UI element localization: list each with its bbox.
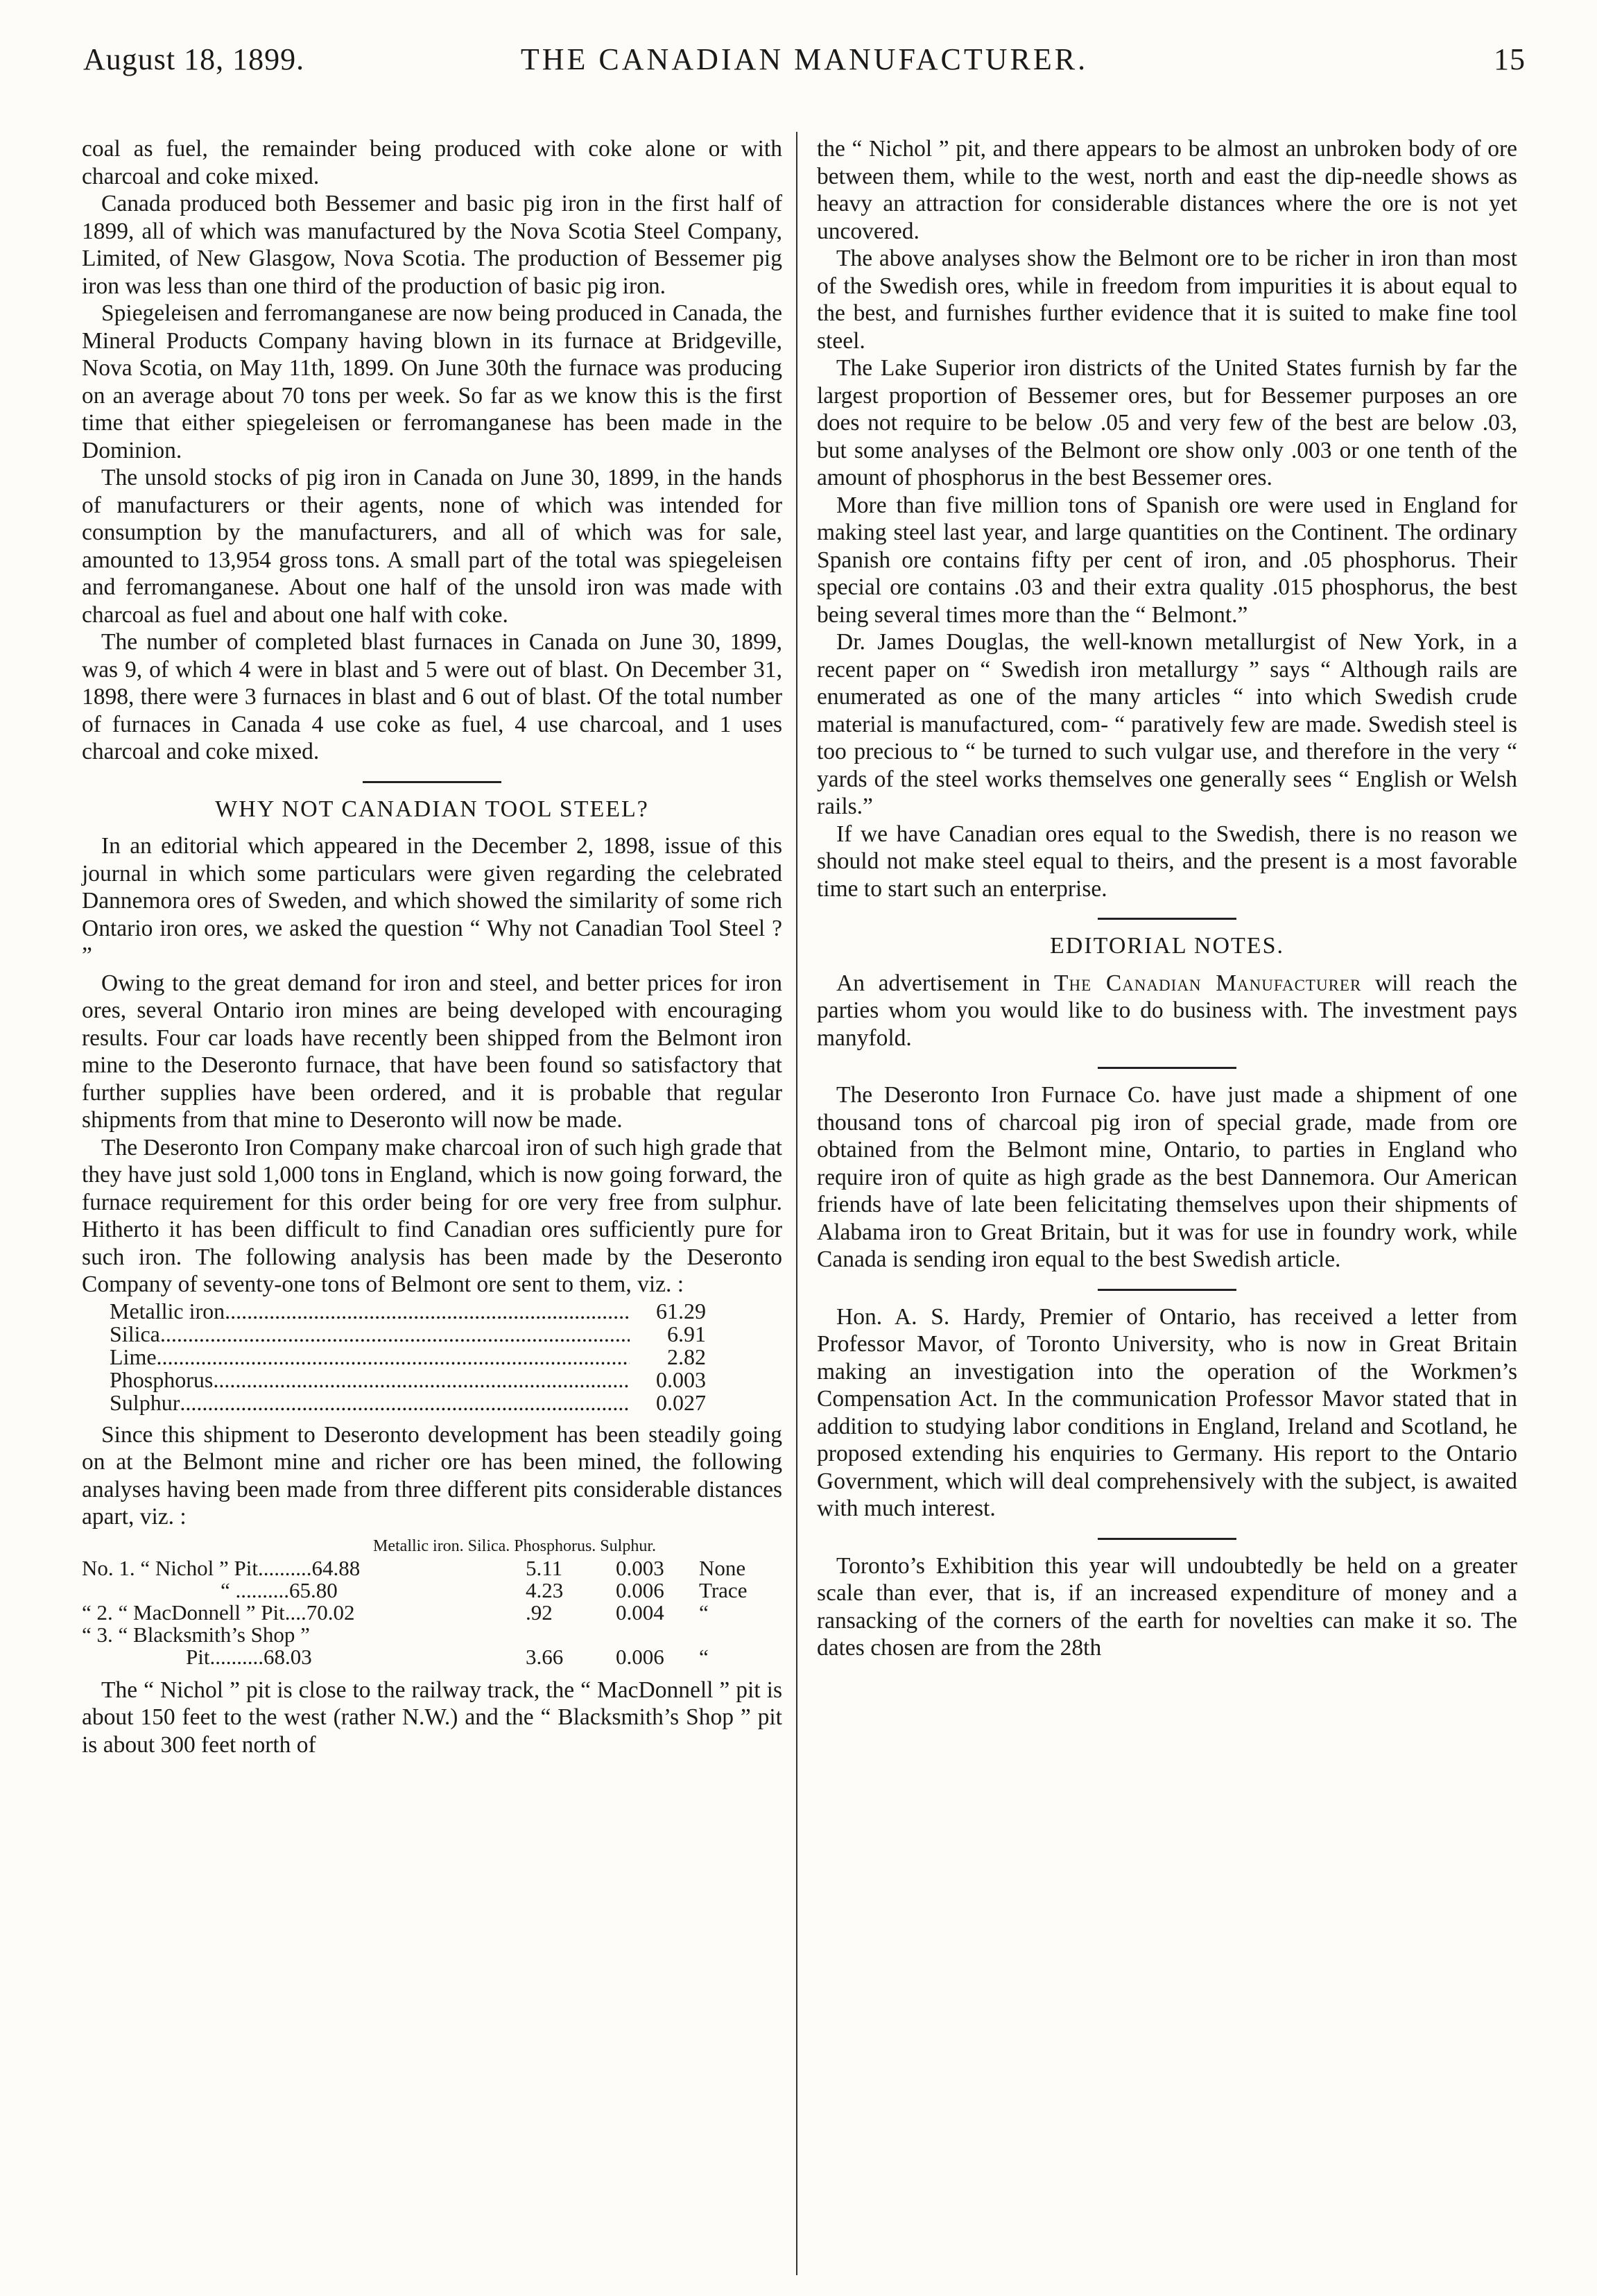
pit-label: No. 1. “ Nichol ” Pit..........64.88 <box>82 1555 361 1580</box>
pit-sulphur: Trace <box>699 1577 748 1602</box>
pit-sulphur: None <box>699 1555 746 1580</box>
analysis-label: Phosphorus <box>110 1367 214 1392</box>
pit-row <box>82 1579 782 1602</box>
article-heading: WHY NOT CANADIAN TOOL STEEL? <box>215 796 649 822</box>
pit-phosphorus: 0.003 <box>616 1555 664 1580</box>
paragraph: the “ Nichol ” pit, and there appears to be almost an unbroken body of ore between them, while to the west, north and east the dip-needle shows as heavy an attraction for considerable distances where the ore is not yet uncovered. <box>817 136 1517 244</box>
section-rule <box>363 781 501 783</box>
column-divider <box>796 132 797 2275</box>
paragraph: Dr. James Douglas, the well-known metallurgist of New York, in a recent paper on “ Swedish iron metallurgy ” says “ Although rails are enumerated as one of the many articles “ into which Swedish crude material is manufactured, com- “ paratively few are made. Swedish steel is too precious to “ be turned to such vulgar use, and therefore in the very “ yards of the steel works themselves one generally sees “ English or Welsh rails.” <box>817 629 1517 819</box>
pit-silica: 4.23 <box>526 1577 564 1602</box>
pit-sulphur: “ <box>699 1600 709 1625</box>
pit-label: “ 2. “ MacDonnell ” Pit....70.02 <box>82 1600 355 1625</box>
page-header <box>83 28 1526 83</box>
masthead: THE CANADIAN MANUFACTURER. <box>520 42 1089 76</box>
pit-label: “ 3. “ Blacksmith’s Shop ” <box>82 1622 310 1647</box>
paragraph: More than five million tons of Spanish ore were used in England for making steel last year, and large quantities on the Continent. The ordinary Spanish ore contains fifty per cent of iron, and .05 phosphorus. Their special ore contains .03 and their extra quality .015 phosphorus, the best being several times more than the “ Belmont.” <box>817 492 1517 628</box>
note-rule <box>1098 1067 1236 1069</box>
text-run: will reach the parties whom you would like to do business with. The investment pays manyfold. <box>817 970 1518 1051</box>
paragraph: The Deseronto Iron Company make charcoal iron of such high grade that they have just sold 1,000 tons in England, which is now going forward, the furnace requirement for this order being for ore very free from sulphur. Hitherto it has been difficult to find Canadian ores sufficiently pure for such iron. The following analysis has been made by the Deseronto Company of seventy-one tons of Belmont ore sent to them, viz. : <box>82 1134 782 1297</box>
paragraph: Canada produced both Bessemer and basic pig iron in the first half of 1899, all of which was manufactured by the Nova Scotia Steel Company, Limited, of New Glasgow, Nova Scotia. The production of Bessemer pig iron was less than one third of the production of basic pig iron. <box>82 191 782 299</box>
issue-date: August 18, 1899. <box>83 42 305 76</box>
analysis-row <box>110 1369 734 1391</box>
analysis-value: 0.027 <box>656 1389 706 1415</box>
paragraph: Spiegeleisen and ferromanganese are now being produced in Canada, the Mineral Products Company having blown in its furnace at Bridgeville, Nova Scotia, on May 11th, 1899. On June 30th the furnace was producing on an average about 70 tons per week. So far as we know this is the first time that either spiegeleisen or ferromanganese has been made in the Dominion. <box>82 300 782 463</box>
right-column <box>817 135 1517 1662</box>
pit-label: “ ..........65.80 <box>221 1577 338 1602</box>
analysis-row <box>110 1346 734 1369</box>
pit-silica: .92 <box>526 1600 553 1625</box>
ore-analysis-table <box>110 1300 734 1414</box>
section-heading: EDITORIAL NOTES. <box>1050 933 1284 959</box>
analysis-label: Lime <box>110 1344 157 1369</box>
paragraph: In an editorial which appeared in the December 2, 1898, issue of this journal in which some particulars were given regarding the celebrated Dannemora ores of Sweden, and which showed the similarity of some rich Ontario iron ores, we asked the question “ Why not Canadian Tool Steel ? ” <box>82 833 782 968</box>
analysis-value: 61.29 <box>656 1298 706 1323</box>
paragraph: The Deseronto Iron Furnace Co. have just made a shipment of one thousand tons of charcoal pig iron of special grade, made from ore obtained from the Belmont mine, Ontario, to parties in England who require iron of quite as high grade as the best Dannemora. Our American friends have of late been felicitating themselves upon their shipments of Alabama iron to Great Britain, but it was for use in foundry work, while Canada is sending iron equal to the best Swedish article. <box>817 1082 1517 1272</box>
analysis-label: Metallic iron <box>110 1298 225 1323</box>
paragraph <box>817 970 1517 1052</box>
pit-silica: 3.66 <box>526 1644 564 1669</box>
paragraph: The number of completed blast furnaces in Canada on June 30, 1899, was 9, of which 4 were in blast and 5 were out of blast. On December 31, 1898, there were 3 furnaces in blast and 6 out of blast. Of the total number of furnaces in Canada 4 use coke as fuel, 4 use charcoal, and 1 uses charcoal and coke mixed. <box>82 629 782 764</box>
left-column <box>82 135 782 1758</box>
analysis-row <box>110 1391 734 1414</box>
page-number: 15 <box>1494 42 1526 76</box>
section-rule <box>1098 918 1236 920</box>
pit-phosphorus: 0.006 <box>616 1644 664 1669</box>
pit-phosphorus: 0.006 <box>616 1577 664 1602</box>
paragraph: The unsold stocks of pig iron in Canada on June 30, 1899, in the hands of manufacturers or their agents, none of which was intended for consumption by the manufacturers, and all of which was for sale, amounted to 13,954 gross tons. A small part of the total was spiegeleisen and ferromanganese. About one half of the unsold iron was made with charcoal as fuel and about one half with coke. <box>82 465 782 628</box>
paragraph: The Lake Superior iron districts of the United States furnish by far the largest proportion of Bessemer ores, but for Bessemer purposes an ore does not require to be below .05 and very few of the best are below .03, but some analyses of the Belmont ore show only .003 or one tenth of the amount of phosphorus in the best Bessemer ores. <box>817 355 1517 490</box>
paragraph: The “ Nichol ” pit is close to the railway track, the “ MacDonnell ” pit is about 150 feet to the west (rather N.W.) and the “ Blacksmith’s Shop ” pit is about 300 feet north of <box>82 1677 782 1758</box>
paragraph: Toronto’s Exhibition this year will undoubtedly be held on a greater scale than ever, that is, if an increased expenditure of money and a ransacking of the corners of the earth for novelties can make it so. The dates chosen are from the 28th <box>817 1552 1517 1661</box>
pit-label: Pit..........68.03 <box>186 1644 312 1669</box>
pit-sulphur: “ <box>699 1644 709 1669</box>
paragraph: Since this shipment to Deseronto development has been steadily going on at the Belmont mine and richer ore has been mined, the following analyses having been made from three different pits considerable distances apart, viz. : <box>82 1421 782 1530</box>
paragraph: coal as fuel, the remainder being produced with coke alone or with charcoal and coke mixed. <box>82 136 782 189</box>
paragraph: If we have Canadian ores equal to the Swedish, there is no reason we should not make steel equal to theirs, and the present is a most favorable time to start such an enterprise. <box>817 821 1517 902</box>
pit-row <box>82 1602 782 1624</box>
analysis-value: 2.82 <box>667 1344 706 1369</box>
pit-phosphorus: 0.004 <box>616 1600 664 1625</box>
note-rule <box>1098 1538 1236 1540</box>
analysis-label: Sulphur <box>110 1389 180 1415</box>
text-run: An advertisement in <box>836 970 1055 996</box>
paragraph: The above analyses show the Belmont ore to be richer in iron than most of the Swedish ores, while in freedom from impurities it is about equal to the best, and furnishes further evidence that it is suited to make fine tool steel. <box>817 246 1517 354</box>
analysis-row <box>110 1323 734 1346</box>
pit-row <box>82 1646 782 1668</box>
pit-table-header: Metallic iron. Silica. Phosphorus. Sulphur. <box>373 1536 656 1555</box>
analysis-row <box>110 1300 734 1323</box>
pit-analysis-table <box>82 1535 782 1668</box>
paragraph: Owing to the great demand for iron and steel, and better prices for iron ores, several Ontario iron mines are being developed with encouraging results. Four car loads have recently been shipped from the Belmont iron mine to the Deseronto furnace, that have been found so satisfactory that further supplies have been ordered, and it is probable that regular shipments from that mine to Deseronto will now be made. <box>82 970 782 1133</box>
pit-row <box>82 1624 782 1646</box>
publication-name: The Canadian Manufacturer <box>1054 970 1362 996</box>
note-rule <box>1098 1289 1236 1291</box>
pit-row <box>82 1557 782 1579</box>
analysis-value: 6.91 <box>667 1321 706 1346</box>
pit-silica: 5.11 <box>526 1555 563 1580</box>
paragraph: Hon. A. S. Hardy, Premier of Ontario, has received a letter from Professor Mavor, of Toronto University, who is now in Great Britain making an investigation into the operation of the Workmen’s Compensation Act. In the communication Professor Mavor stated that in addition to studying labor conditions in England, Ireland and Scotland, he proposed extending his enquiries to Germany. His report to the Ontario Government, which will deal comprehensively with the subject, is awaited with much interest. <box>817 1303 1517 1521</box>
analysis-value: 0.003 <box>656 1367 706 1392</box>
analysis-label: Silica <box>110 1321 160 1346</box>
